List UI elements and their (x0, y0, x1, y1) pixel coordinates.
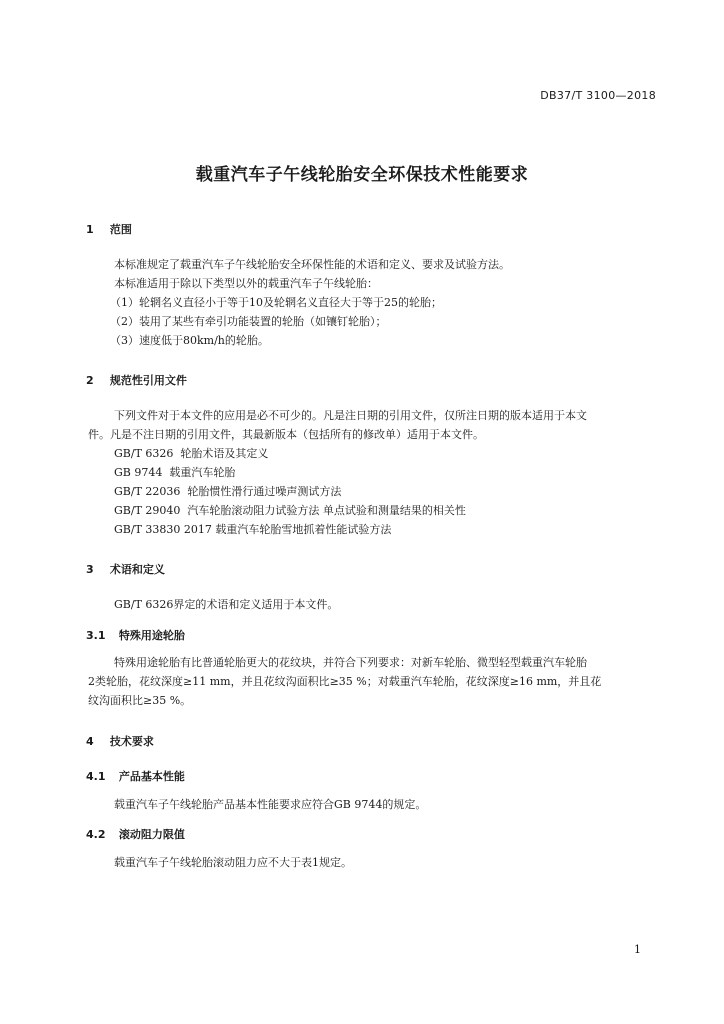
reference-item: GB/T 29040 汽车轮胎滚动阻力试验方法 单点试验和测量结果的相关性 (114, 504, 466, 517)
section-title: 术语和定义 (109, 563, 165, 576)
section-title: 产品基本性能 (118, 770, 185, 783)
section-title: 特殊用途轮胎 (118, 629, 185, 642)
document-code: DB37/T 3100—2018 (540, 89, 656, 102)
section-number: 2 (86, 374, 94, 387)
scope-line: （3）速度低于80km/h的轮胎。 (110, 334, 269, 347)
scope-line: 本标准适用于除以下类型以外的载重汽车子午线轮胎： (114, 277, 378, 290)
scope-line: （2）装用了某些有牵引功能装置的轮胎（如镶钉轮胎）； (110, 315, 387, 328)
special-tire-line: 2类轮胎，花纹深度≥11 mm，并且花纹沟面积比≥35 %；对载重汽车轮胎，花纹深度≥16 mm，并且花 (88, 675, 602, 688)
special-tire-line: 纹沟面积比≥35 %。 (88, 694, 192, 707)
section-number: 4 (86, 735, 94, 748)
section-number: 4.2 (86, 828, 106, 841)
section-title: 技术要求 (109, 735, 154, 748)
page-number: 1 (634, 943, 641, 956)
section-number: 3 (86, 563, 94, 576)
section-number: 1 (86, 223, 94, 236)
section-heading-rolling-resistance (86, 826, 185, 842)
section-heading-normative (86, 372, 187, 388)
document-title: 载重汽车子午线轮胎安全环保技术性能要求 (195, 165, 529, 185)
section-heading-basic-performance (86, 768, 185, 784)
section-title: 范围 (109, 223, 132, 236)
reference-item: GB 9744 载重汽车轮胎 (114, 466, 236, 479)
section-title: 规范性引用文件 (109, 374, 187, 387)
basic-performance-line: 载重汽车子午线轮胎产品基本性能要求应符合GB 9744的规定。 (114, 798, 427, 811)
section-number: 4.1 (86, 770, 106, 783)
section-heading-scope (86, 221, 132, 237)
section-heading-special-tires (86, 627, 185, 643)
section-heading-requirements (86, 733, 154, 749)
scope-line: （1）轮辋名义直径小于等于10及轮辋名义直径大于等于25的轮胎； (110, 296, 442, 309)
normative-line: 下列文件对于本文件的应用是必不可少的。凡是注日期的引用文件，仅所注日期的版本适用于本文 (114, 409, 587, 422)
reference-item: GB/T 6326 轮胎术语及其定义 (114, 447, 269, 460)
special-tire-line: 特殊用途轮胎有比普通轮胎更大的花纹块，并符合下列要求：对新车轮胎、微型轻型载重汽车轮胎 (114, 656, 587, 669)
rolling-resistance-line: 载重汽车子午线轮胎滚动阻力应不大于表1规定。 (114, 856, 352, 869)
terms-line: GB/T 6326界定的术语和定义适用于本文件。 (114, 598, 339, 611)
scope-line: 本标准规定了载重汽车子午线轮胎安全环保性能的术语和定义、要求及试验方法。 (114, 258, 510, 271)
section-number: 3.1 (86, 629, 106, 642)
normative-line: 件。凡是不注日期的引用文件，其最新版本（包括所有的修改单）适用于本文件。 (88, 428, 484, 441)
section-title: 滚动阻力限值 (118, 828, 185, 841)
reference-item: GB/T 22036 轮胎惯性滑行通过噪声测试方法 (114, 485, 342, 498)
section-heading-terms (86, 561, 165, 577)
reference-item: GB/T 33830 2017 载重汽车轮胎雪地抓着性能试验方法 (114, 523, 392, 536)
